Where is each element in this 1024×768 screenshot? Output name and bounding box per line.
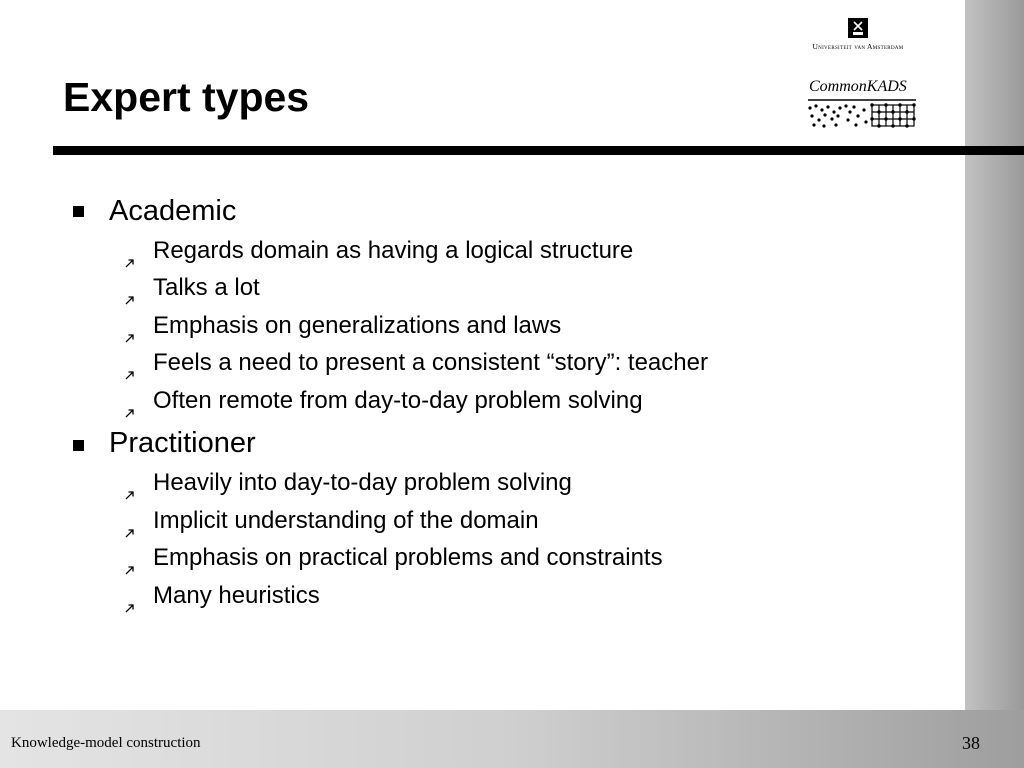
arrow-up-right-icon — [124, 489, 136, 501]
square-bullet-icon — [73, 206, 84, 217]
list-item: Feels a need to present a consistent “story”: teacher — [153, 349, 708, 376]
list-item: Emphasis on generalizations and laws — [153, 312, 562, 339]
arrow-up-right-icon — [124, 527, 136, 539]
list-item: Many heuristics — [153, 582, 320, 609]
slide-title: Expert types — [63, 74, 310, 120]
title-underline — [53, 146, 1024, 155]
arrow-up-right-icon — [124, 332, 136, 344]
arrow-up-right-icon — [124, 369, 136, 381]
university-name: Universiteit van Amsterdam — [812, 42, 904, 51]
arrow-up-right-icon — [124, 564, 136, 576]
arrow-up-right-icon — [124, 602, 136, 614]
right-decor-band — [965, 0, 1024, 768]
footer-title: Knowledge-model construction — [11, 735, 201, 751]
university-logo — [800, 18, 916, 54]
page-number: 38 — [962, 733, 980, 753]
arrow-up-right-icon — [124, 257, 136, 269]
university-emblem-icon — [848, 18, 868, 38]
list-item: Talks a lot — [153, 274, 260, 301]
commonkads-logo — [806, 78, 918, 134]
section-heading-practitioner: Practitioner — [109, 427, 256, 459]
square-bullet-icon — [73, 440, 84, 451]
section-heading-academic: Academic — [109, 195, 237, 227]
commonkads-wordmark: CommonKADS — [809, 78, 907, 95]
list-item: Emphasis on practical problems and constraints — [153, 544, 663, 571]
list-item: Heavily into day-to-day problem solving — [153, 469, 572, 496]
commonkads-dots-grid-icon — [806, 98, 918, 130]
arrow-up-right-icon — [124, 407, 136, 419]
list-item: Often remote from day-to-day problem solving — [153, 387, 643, 414]
arrow-up-right-icon — [124, 294, 136, 306]
list-item: Implicit understanding of the domain — [153, 507, 539, 534]
list-item: Regards domain as having a logical structure — [153, 237, 634, 264]
